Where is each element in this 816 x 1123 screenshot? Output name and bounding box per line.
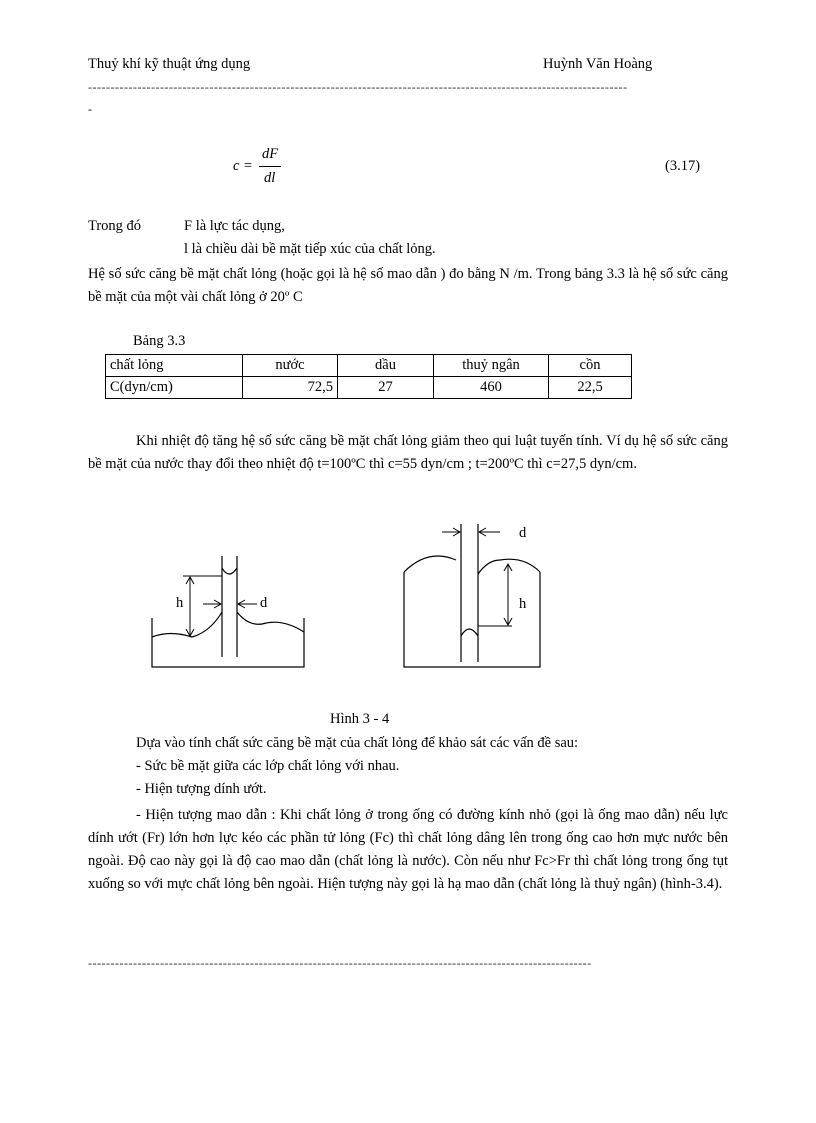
- body-line-1: Dựa vào tính chất sức căng bề mặt của chất lỏng để khảo sát các vấn đề sau:: [136, 735, 579, 751]
- paragraph-temperature-text: Khi nhiệt độ tăng hệ số sức căng bề mặt chất lỏng giảm theo qui luật tuyến tính. Ví dụ hệ số sức căng bề mặt của nước thay đổi theo nhiệt độ t=100ºC thì c=55 dyn/cm ; t=200ºC thì c=27,5 dyn/cm.: [88, 433, 728, 472]
- table-cell: thuỷ ngân: [434, 355, 549, 377]
- table-cell: nước: [243, 355, 338, 377]
- table-cell: 460: [434, 377, 549, 399]
- left-container: [152, 618, 304, 667]
- definitions-intro: Trong đó: [88, 218, 142, 234]
- header-title: Thuỷ khí kỹ thuật ứng dụng: [88, 56, 251, 72]
- right-label-d: d: [519, 525, 527, 541]
- table-cell: 72,5: [243, 377, 338, 399]
- right-meniscus: [461, 629, 478, 636]
- right-label-h: h: [519, 596, 527, 612]
- header-author: Huỳnh Văn Hoàng: [543, 56, 653, 72]
- definition-l: l là chiều dài bề mặt tiếp xúc của chất lỏng.: [184, 241, 436, 257]
- equation-number: (3.17): [665, 158, 701, 174]
- left-label-h: h: [176, 595, 184, 611]
- body-line-2: - Sức bề mặt giữa các lớp chất lỏng với nhau.: [136, 758, 400, 774]
- footer-rule: ----------------------------------------------------------------------------------------------------------------: [88, 956, 592, 970]
- left-label-d: d: [260, 595, 268, 611]
- equation-lhs: c =: [233, 158, 253, 174]
- paragraph-capillary-text: - Hiện tượng mao dẫn : Khi chất lỏng ở trong ống có đường kính nhỏ (gọi là ống mao dẫn) nếu lực dính ướt (Fr) lớn hơn lực kéo các phần tử lỏng (Fc) thì chất lỏng dâng lên trong ống cao hơn mực nước bên ngoài. Độ cao này gọi là độ cao mao dẫn (chất lỏng là nước). Còn nếu như Fc>Fr thì chất lỏng trong ống tụt xuống so với mực chất lỏng bên ngoài. Hiện tượng này gọi là hạ mao dẫn (chất lỏng là thuỷ ngân) (hình-3.4).: [88, 807, 728, 892]
- table-cell: 27: [338, 377, 434, 399]
- table-cell: cồn: [549, 355, 632, 377]
- table-cell: C(dyn/cm): [106, 377, 243, 399]
- left-meniscus: [222, 568, 237, 574]
- table-cell: chất lỏng: [106, 355, 243, 377]
- table-cell: dầu: [338, 355, 434, 377]
- right-container: [404, 572, 540, 667]
- body-line-3: - Hiện tượng dính ướt.: [136, 781, 267, 797]
- equation-denominator: dl: [264, 170, 276, 186]
- header-stray-dash: -: [88, 102, 92, 116]
- definition-f: F là lực tác dụng,: [184, 218, 285, 234]
- table-cell: 22,5: [549, 377, 632, 399]
- paragraph-capillary: [88, 804, 728, 896]
- header-rule: ------------------------------------------------------------------------------------------------------------------------: [88, 80, 628, 94]
- figure-caption: Hình 3 - 4: [330, 711, 390, 727]
- left-liquid-surface: [152, 612, 222, 637]
- paragraph-coefficient: Hệ số sức căng bề mặt chất lỏng (hoặc gọi là hệ số mao dẫn ) đo bằng N /m. Trong bảng 3.3 là hệ số sức căng bề mặt của một vài chất lỏng ở 20º C: [88, 266, 728, 305]
- left-liquid-surface-right: [237, 612, 304, 632]
- table-caption: Bảng 3.3: [133, 333, 186, 349]
- equation-numerator: dF: [262, 146, 279, 162]
- right-liquid-surface: [404, 556, 456, 572]
